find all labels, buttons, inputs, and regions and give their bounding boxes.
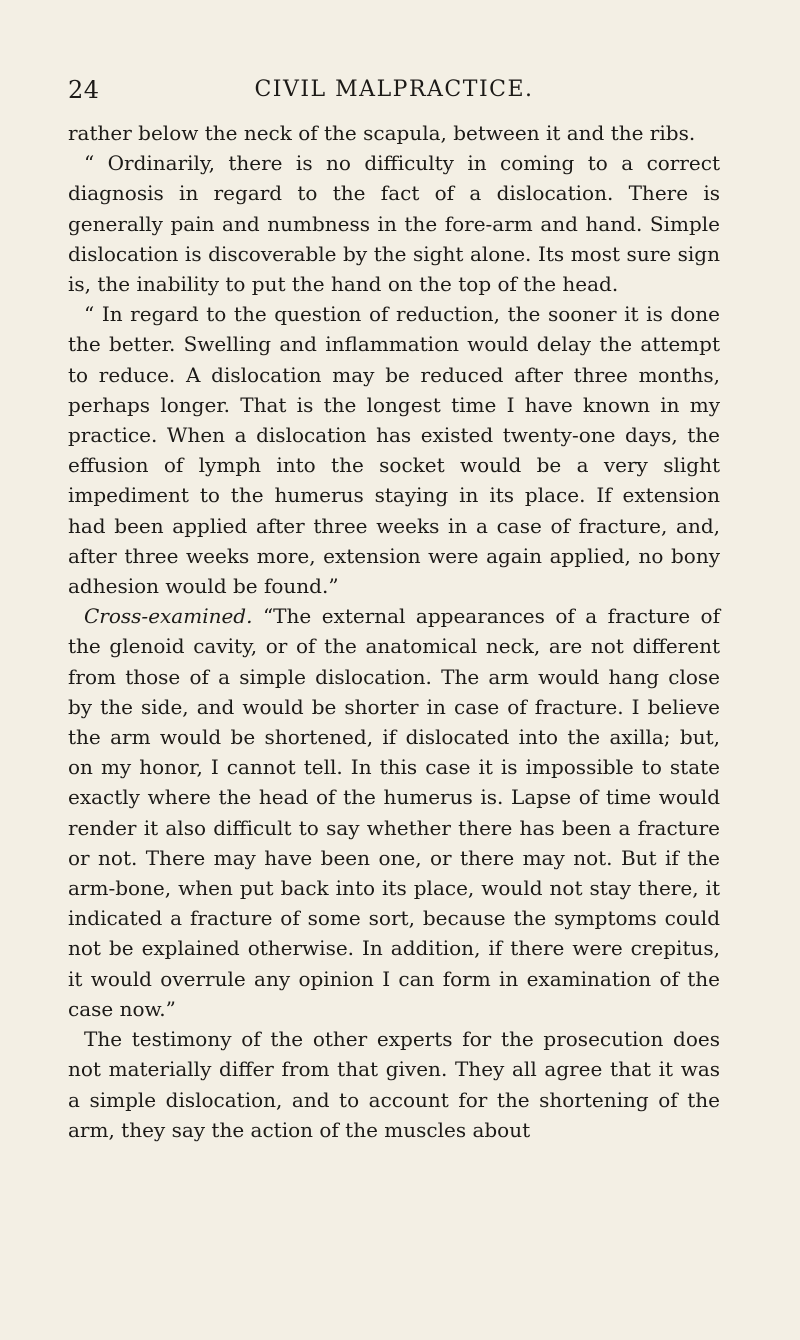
- paragraph-2: “ Ordinarily, there is no difficulty in coming to a correct diagnosis in regard to the fact of a dislocation. There is generally pain and numbness in the fore-arm and hand. Simple dislocation is discoverable by the sight alone. Its most sure sign is, the inability to put the hand on the top of the head.: [68, 151, 720, 297]
- paragraph-1: rather below the neck of the scapula, between it and the ribs.: [68, 121, 696, 145]
- paragraph-4: [68, 601, 720, 1024]
- page-header: [68, 72, 720, 108]
- paragraph-4-text: “The external appearances of a fracture of the glenoid cavity, or of the anatomical neck, are not different from those of a simple dislocation. The arm would hang close by the side, and would be shorter in case of fracture. I believe the arm would be shortened, if dislocated into the axilla; but, on my honor, I cannot tell. In this case it is impossible to state exactly where the head of the humerus is. Lapse of time would render it also difficult to say whether there has been a fracture or not. There may have been one, or there may not. But if the arm-bone, when put back into its place, would not stay there, it indicated a fracture of some sort, because the symptoms could not be explained otherwise. In addition, if there were crepitus, it would overrule any opinion I can form in examination of the case now.”: [68, 604, 720, 1021]
- cross-examined-label: Cross-examined.: [84, 604, 253, 629]
- running-head: CIVIL MALPRACTICE.: [254, 77, 534, 102]
- body-text: [68, 118, 720, 1145]
- page-number: 24: [68, 76, 100, 104]
- paragraph-5: The testimony of the other experts for the prosecution does not materially differ from that given. They all agree that it was a simple dislocation, and to account for the shortening of the arm, they say the action of the muscles about: [68, 1027, 720, 1142]
- paragraph-3: “ In regard to the question of reduction, the sooner it is done the better. Swelling and inflammation would delay the attempt to reduce. A dislocation may be reduced after three months, perhaps longer. That is the longest time I have known in my practice. When a dislocation has existed twenty-one days, the effusion of lymph into the socket would be a very slight impediment to the humerus staying in its place. If extension had been applied after three weeks in a case of fracture, and, after three weeks more, extension were again applied, no bony adhesion would be found.”: [68, 302, 720, 599]
